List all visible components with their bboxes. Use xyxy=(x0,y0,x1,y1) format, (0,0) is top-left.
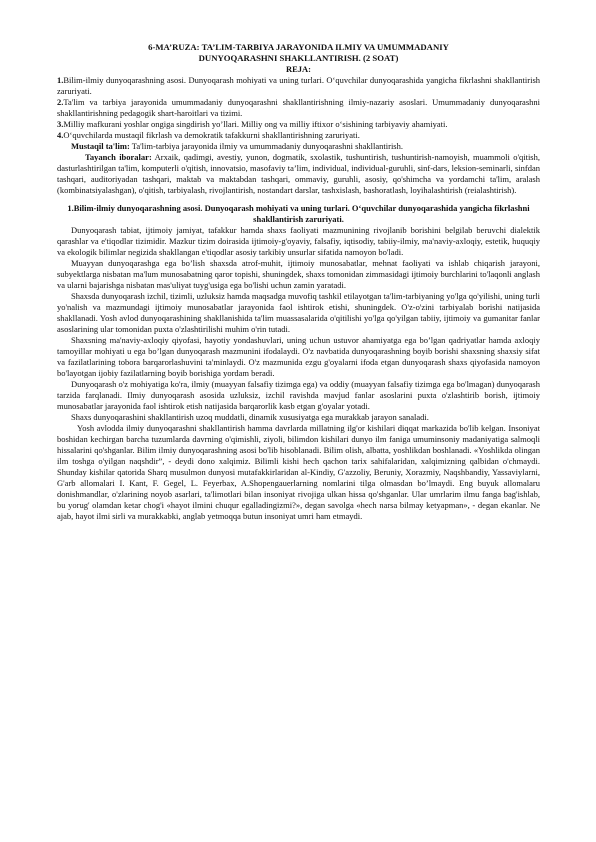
body-paragraph: Dunyoqarash tabiat, ijtimoiy jamiyat, tafakkur hamda shaxs faoliyati mazmunining rivojlanib borishini belgilab beruvchi dialektik qarashlar va e'tiqodlar tizimidir. Mazkur tizim doirasida ijtimoiy-g'oyaviy, falsafiy, iqtisodiy, tabiiy-ilmiy, ma'naviy-axloqiy, estetik, huquqiy va ekologik bilimlar negizida shakllangan e'tiqodlar asosiy tarkibiy unsurlar sifatida namoyon bo'ladi. xyxy=(57,225,540,257)
body-paragraph: Shaxsning ma'naviy-axloqiy qiyofasi, hayotiy yondashuvlari, uning uchun ustuvor ahamiyatga ega bo’lgan qadriyatlar hamda axloqiy tamoyillar mohiyati u ega bo’lgan dunyoqarash mazmunini ifodalaydi. O'z navbatida dunyoqarashning boyib borishi shaxsning shaxsiy sifat va fazilatlarining tobora barqarorlashuvini ta'minlaydi. O'z mazmunida ezgu g'oyalarni ifoda etgan dunyoqarash shaxs qiyofasida namoyon bo'layotgan ijobiy fazilatlarning boyib borishiga yordam beradi. xyxy=(57,335,540,378)
goal-text: Ta'lim-tarbiya jarayonida ilmiy va umummadaniy dunyoqarashni shakllantirish. xyxy=(129,141,403,151)
keywords-label: Tayanch iboralar: xyxy=(85,152,152,162)
plan-item xyxy=(57,97,540,119)
body-paragraph: Shaxsda dunyoqarash izchil, tizimli, uzluksiz hamda maqsadga muvofiq tashkil etilayotgan ta'lim-tarbiyaning yo'lga qo'yilishi, uning turli yo'nalish va mazmundagi ijtimoiy munosabatlar jarayonida faol ishtirok etishi, shuningdek. O'z-o'zini tarbiyalab borishi natijasida shakllanadi. Yosh avlod dunyoqarashining shakllanishida ta'lim muassasalarida o'qitilishi yo'lga qo'yilgan tabiiy, ijtimoiy va gumanitar fanlar asoslarining ular tomonidan puxta o'zlashtirilishi muhim o'rin tutadi. xyxy=(57,291,540,334)
plan-item-text: Milliy mafkurani yoshlar ongiga singdirish yo’llari. Milliy ong va milliy iftixor o‘sishining tarbiyaviy ahamiyati. xyxy=(63,119,448,129)
plan-item-text: Bilim-ilmiy dunyoqarashning asosi. Dunyoqarash mohiyati va uning turlari. O‘quvchilar dunyoqarashida yangicha fikrlashni shakllantirish zaruriyati. xyxy=(57,75,540,96)
lecture-title-line2: DUNYOQARASHNI SHAKLLANTIRISH. (2 SOAT) xyxy=(198,53,399,63)
body-paragraph: Dunyoqarash o'z mohiyatiga ko'ra, ilmiy (muayyan falsafiy tizimga ega) va oddiy (muayyan falsafiy tizimga ega bo'lmagan) dunyoqarash tarzida farqlanadi. Ilmiy dunyoqarash asosida uzluksiz, izchil ravishda mavjud fanlar asoslarini puxta o'zlashtirib borish, ijtimoiy munosabatlar jarayonida faol ishtirok etish natijasida barqarorlik kasb etgan g'oyalar yotadi. xyxy=(57,379,540,411)
keywords-paragraph xyxy=(57,152,540,196)
lecture-title-line1: 6-MA’RUZA: TA’LIM-TARBIYA JARAYONIDA ILMIY VA UMUMMADANIY xyxy=(148,42,449,52)
plan-item-number: 4. xyxy=(57,130,64,140)
plan-item xyxy=(57,130,540,141)
plan-item-number: 3. xyxy=(57,119,64,129)
plan-item-number: 2. xyxy=(57,97,64,107)
body-paragraph: Muayyan dunyoqarashga ega bo’lish shaxsda atrof-muhit, ijtimoiy munosabatlar, mehnat faoliyati va ishlab chiqarish jarayoni, subyektlarga nisbatan ma'lum munosabatning qaror topishi, shuningdek, shaxs tomonidan zimmasidagi ijtimoiy burchlarini to'laqonli anglash va ularni bajarishga nisbatan mas'uliyat tuyg'usiga ega bo'lishi uchun zamin yaratadi. xyxy=(57,258,540,290)
body-paragraph: Yosh avlodda ilmiy dunyoqarashni shakllantirish hamma davrlarda millatning ilg'or kishilari diqqat markazida bo'lib kelgan. Insoniyat boshidan kechirgan barcha tuzumlarda davrning o'qimishli, ziyoli, bilimdon kishilari dunyo ilm faniga umuminsoniy madaniyatiga salmoqli hissalarini qo'shganlar. Bilim ilmiy dunyoqarashning asosi bo'lib hisoblanadi. Bilim olish, albatta, yoshlikdan boshlanadi. «Yoshlikda olingan ilm toshga o'yilgan naqshdir”, - deydi dono xalqimiz. Bilimli kishi hech qachon tarix sahifalaridan, xalqimizning qalbidan o'chmaydi. Shunday kishilar qatorida Sharq musulmon dunyosi mutafakkirlaridan al-Kindiy, G'azzoliy, Beruniy, Xorazmiy, Naqshbandiy, Yassaviylarni, G'arb allomalari I. Kant, F. Gegel, L. Feyerbax, A.Shopengauerlarning nomlarini tilga olmasdan bo’lmaydi. Eng buyuk allomalaru donishmandlar, o'zlarining noyob asarlari, ta'limotlari bilan insoniyat rivojiga ulkan hissa qo'shganlar. Ular umrlarim ilmu fanga bag'ishlab, bu yorug' olamdan ketar chog'i «hayot ilmini chuqur egalladingizmi?», degan savolga «hech narsa bilmay ketyapman», - degan ekanlar. Ne ajab, hayot ilmi sirli va murakkabki, anglab yetmoqqa butun insoniyat umri ham etmaydi. xyxy=(57,423,540,521)
goal-label: Mustaqil ta'lim: xyxy=(71,141,130,151)
plan-item xyxy=(57,75,540,97)
keywords-text: Arxaik, qadimgi, avestiy, yunon, dogmatik, sxolastik, tushuntirish, tushuntirish-namoyish, muammoli o'qitish, dasturlashtirilgan ta'lim, komputerli o'qitish, innovatsio, masofaviy ta’lim, individual, individual-guruhli, sinf-dars, leksion-seminarli, sinfdan tashqari, auditoriyadan tashqari, maktab va maktabdan tashqari, ommaviy, guruhli, asosiy, qo'shimcha va yordamchi ta'lim, aralash (kombinatsiyalashgan), o'qitish, tarbiyalash, rivojlantirish, nostandart darslar, tashxislash, bashoratlash, loyihalashtirish (reialashtirish). xyxy=(57,152,540,195)
plan-item xyxy=(57,119,540,130)
plan-item-text: Ta'lim va tarbiya jarayonida umummadaniy dunyoqarashni shakllantirishning ilmiy-nazariy asoslari. Umummadaniy dunyoqarashni shakllantirishning pedagogik shart-haroitlari va tizimi. xyxy=(57,97,540,118)
plan-item-text: O‘quvchilarda mustaqil fikrlash va demokratik tafakkurni shakllantirishning zaruriyati. xyxy=(63,130,360,140)
plan-label: REJA: xyxy=(285,64,312,74)
section-heading: 1.Bilim-ilmiy dunyoqarashning asosi. Dunyoqarash mohiyati va uning turlari. O‘quvchilar dunyoqarashida yangicha fikrlashni shakllantirish zaruriyati. xyxy=(67,203,530,224)
goal-paragraph xyxy=(57,141,540,152)
plan-item-number: 1. xyxy=(57,75,64,85)
body-paragraph: Shaxs dunyoqarashini shakllantirish uzoq muddatli, dinamik xususiyatga ega murakkab jarayon sanaladi. xyxy=(71,412,429,422)
